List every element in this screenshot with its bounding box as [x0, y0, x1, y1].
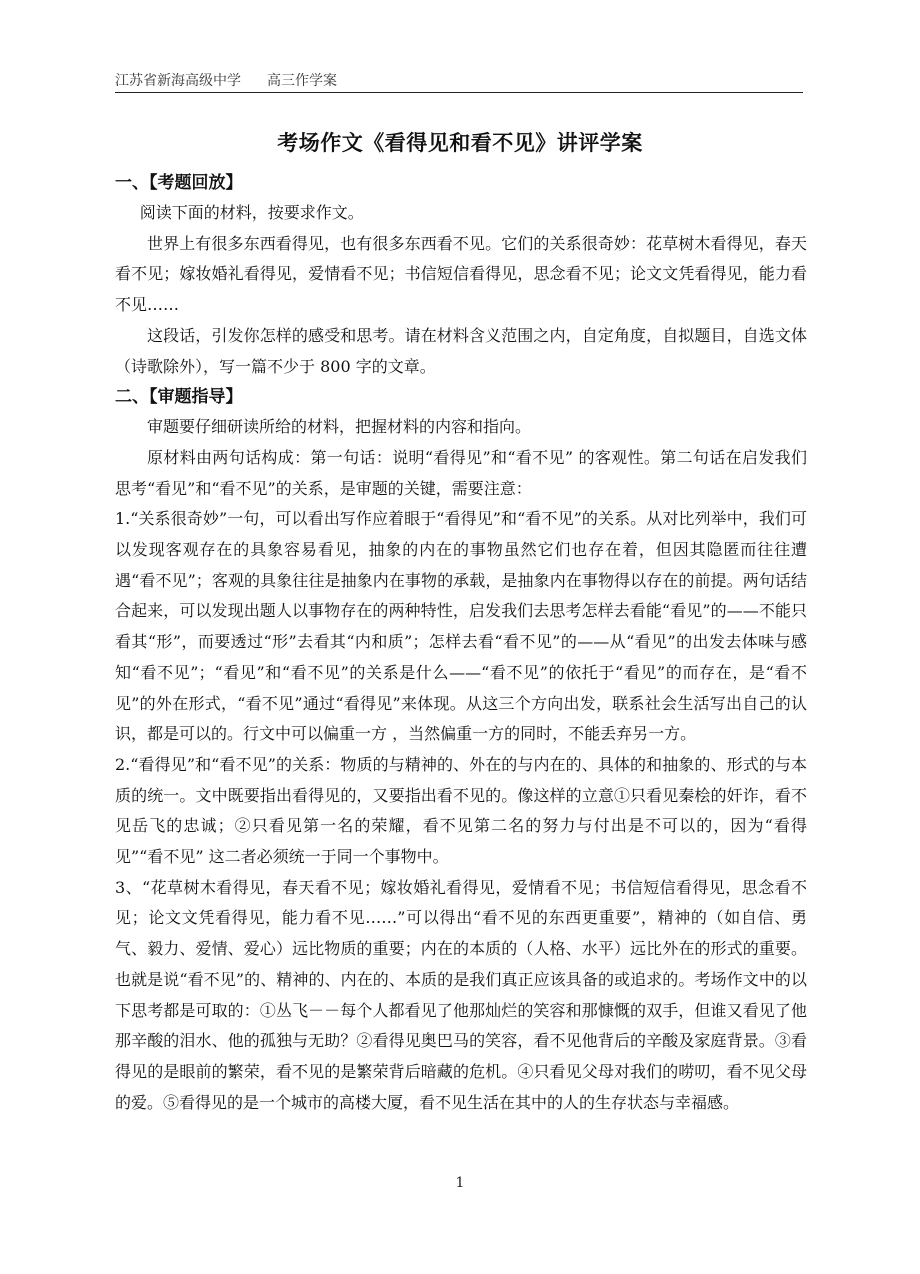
section-heading-exam-review: 一、【考题回放】: [115, 173, 243, 193]
header-school: 江苏省新海高级中学: [115, 73, 241, 89]
page-header: [115, 72, 803, 93]
paragraph-point-3: 3、“花草树木看得见，春天看不见；嫁妆婚礼看得见，爱情看不见；书信短信看得见，思念看不见；论文文凭看得见，能力看不见……”可以得出“看不见的东西更重要”，精神的（如自信、勇气、毅力、爱情、爱心）远比物质的重要；内在的本质的（人格、水平）远比外在的形式的重要。也就是说“看不见”的、精神的、内在的、本质的是我们真正应该具备的或追求的。考场作文中的以下思考都是可取的：①丛飞－－每个人都看见了他那灿烂的笑容和那慷慨的双手，但谁又看见了他那辛酸的泪水、他的孤独与无助？②看得见奥巴马的笑容，看不见他背后的辛酸及家庭背景。③看得见的是眼前的繁荣，看不见的是繁荣背后暗藏的危机。④只看见父母对我们的唠叨，看不见父母的爱。⑤看得见的是一个城市的高楼大厦，看不见生活在其中的人的生存状态与幸福感。: [115, 877, 807, 1112]
page-number: 1: [455, 1175, 465, 1191]
paragraph-material-structure: 原材料由两句话构成：第一句话：说明“看得见”和“看不见” 的客观性。第二句话在启发我们思考“看见”和“看不见”的关系，是审题的关键，需要注意：: [115, 447, 807, 498]
paragraph-material: 世界上有很多东西看得见，也有很多东西看不见。它们的关系很奇妙：花草树木看得见，春天看不见；嫁妆婚礼看得见，爱情看不见；书信短信看得见，思念看不见；论文文凭看得见，能力看不见……: [115, 233, 807, 315]
paragraph-instruction: 阅读下面的材料，按要求作文。: [139, 203, 364, 222]
section-heading-topic-guidance: 二、【审题指导】: [115, 387, 243, 408]
document-body: [115, 168, 807, 1118]
paragraph-requirement: 这段话，引发你怎样的感受和思考。请在材料含义范围之内，自定角度，自拟题目，自选文体（诗歌除外），写一篇不少于 800 字的文章。: [115, 325, 807, 376]
paragraph-point-2: 2.“看得见”和“看不见”的关系：物质的与精神的、外在的与内在的、具体的和抽象的、形式的与本质的统一。文中既要指出看得见的，又要指出看不见的。像这样的立意①只看见秦桧的奸诈，看不见岳飞的忠诚；②只看见第一名的荣耀，看不见第二名的努力与付出是不可以的，因为“看得见”“看不见” 这二者必须统一于同一个事物中。: [115, 754, 807, 867]
header-subject: 高三作学案: [267, 73, 337, 89]
paragraph-point-1: 1.“关系很奇妙”一句，可以看出写作应着眼于“看得见”和“看不见”的关系。从对比列举中，我们可以发现客观存在的具象容易看见，抽象的内在的事物虽然它们也存在着，但因其隐匿而往往遭遇“看不见”；客观的具象往往是抽象内在事物的承载，是抽象内在事物得以存在的前提。两句话结合起来，可以发现出题人以事物存在的两种特性，启发我们去思考怎样去看能“看见”的——不能只看其“形”，而要透过“形”去看其“内和质”；怎样去看“看不见”的——从“看见”的出发去体味与感知“看不见”；“看见”和“看不见”的关系是什么——“看不见”的依托于“看见”的而存在，是“看不见”的外在形式，“看不见”通过“看得见”来体现。从这三个方向出发，联系社会生活写出自己的认识，都是可以的。行文中可以偏重一方 ，当然偏重一方的同时，不能丢弃另一方。: [115, 509, 807, 744]
paragraph-guidance-intro: 审题要仔细研读所给的材料，把握材料的内容和指向。: [147, 417, 532, 437]
page-title: 考场作文《看得见和看不见》讲评学案: [277, 131, 643, 155]
